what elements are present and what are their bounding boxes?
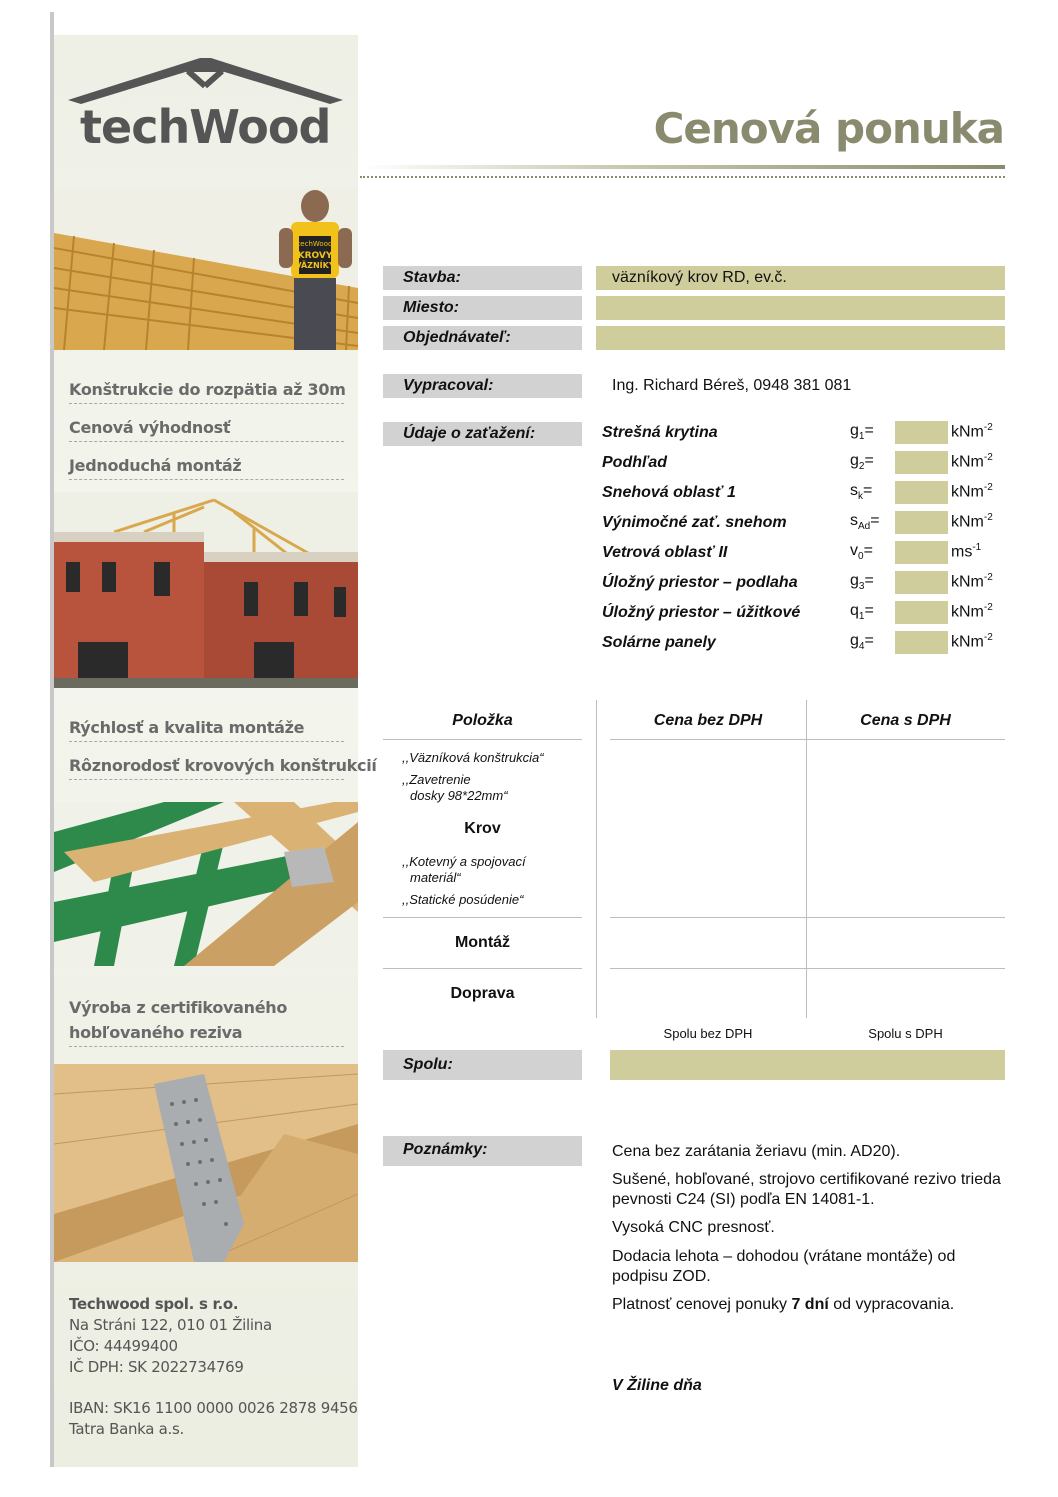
load-symbol-subscript: 3 [858,581,865,593]
load-equals: = [863,542,873,559]
col-gross-header: Cena s DPH [860,712,951,729]
note-validity-days: 7 dní [791,1296,829,1313]
load-unit-exponent: -1 [972,542,982,553]
load-equals: = [864,452,874,469]
load-symbol [850,482,872,502]
load-symbol-subscript: Ad [858,521,871,533]
load-unit [951,512,993,531]
item-static: ,,Statické posúdenie“ [402,892,524,907]
photo-worker-roof [54,188,358,350]
load-value-field[interactable] [895,481,948,504]
table-rule [610,917,1005,918]
load-unit-exponent: -2 [983,512,993,523]
shirt-logo-text: techWood [297,240,333,248]
feature-speed-quality: Rýchlosť a kvalita montáže [69,718,305,737]
load-unit [951,632,993,651]
load-symbol-letter: g [850,632,859,649]
feature-price: Cenová výhodnosť [69,418,231,437]
shirt-line-vazniky: VÄZNÍKY [295,261,335,270]
vypracoval-value: Ing. Richard Béreš, 0948 381 081 [612,377,852,394]
load-equals: = [870,512,880,529]
load-unit-base: ms [951,543,973,561]
load-symbol-subscript: k [858,491,863,503]
shirt-line-krovy: KROVY [297,251,333,261]
item-krov: Krov [464,820,501,837]
load-unit-base: kNm [951,573,984,591]
load-symbol [850,602,874,622]
brand-logo-text: techWood [80,100,331,154]
divider [69,1046,344,1047]
load-symbol-letter: q [850,602,859,619]
company-ico: IČO: 44499400 [69,1337,178,1355]
load-symbol-letter: s [850,512,858,529]
load-equals: = [864,422,874,439]
load-unit [951,452,993,471]
item-montaz: Montáž [454,934,511,951]
company-bank-info [69,1398,358,1440]
company-dic: IČ DPH: SK 2022734769 [69,1358,244,1376]
load-value-field[interactable] [895,421,948,444]
load-name: Podhľad [602,454,667,471]
total-net-caption: Spolu bez DPH [663,1026,753,1041]
feature-certified: Výroba z certifikovaného [69,998,288,1017]
table-rule [610,968,1005,969]
table-rule [383,968,582,969]
load-unit-base: kNm [951,633,984,651]
load-equals: = [863,482,873,499]
load-symbol [850,542,873,562]
spolu-label: Spolu: [383,1050,582,1080]
objednavatel-field[interactable] [596,326,1005,350]
table-rule [383,739,582,740]
item-truss: ,,Väzníková konštrukcia“ [402,750,544,765]
company-bank: Tatra Banka a.s. [69,1420,184,1438]
udaje-label: Údaje o zaťažení: [383,422,582,446]
photo-truss-joints [54,802,358,966]
note-delivery: Dodacia lehota – dohodou (vrátane montáže) od podpisu ZOD. [612,1248,956,1285]
divider [69,479,344,480]
load-unit-base: kNm [951,423,984,441]
load-unit-exponent: -2 [983,602,993,613]
load-unit [951,572,993,591]
feature-span: Konštrukcie do rozpätia až 30m [69,380,346,399]
table-divider [806,700,807,1018]
stavba-field[interactable]: väzníkový krov RD, ev.č. [596,266,1005,290]
title-dotted-rule [360,176,1005,178]
divider [69,779,344,780]
feature-variety: Rôznorodosť krovových konštrukcií [69,756,377,775]
load-symbol [850,452,874,472]
load-unit-base: kNm [951,603,984,621]
load-symbol [850,422,874,442]
item-bracing: ,,Zavetrenie [402,772,471,787]
load-unit [951,602,993,621]
photo-brick-houses [54,492,358,688]
load-equals: = [864,602,874,619]
objednavatel-label: Objednávateľ: [383,326,582,350]
place-date: V Žiline dňa [612,1377,702,1394]
company-iban: IBAN: SK16 1100 0000 0026 2878 9456 [69,1399,358,1417]
load-unit-exponent: -2 [983,632,993,643]
load-symbol-letter: s [850,482,858,499]
miesto-field[interactable] [596,296,1005,320]
load-symbol-letter: g [850,572,859,589]
company-info [69,1294,272,1378]
photo-metal-plate [54,1064,358,1262]
load-unit-exponent: -2 [983,572,993,583]
feature-mounting: Jednoduchá montáž [69,456,242,475]
note-crane: Cena bez zarátania žeriavu (min. AD20). [612,1143,901,1160]
col-item-header: Položka [452,712,513,729]
table-rule [610,739,1005,740]
load-symbol-letter: g [850,452,859,469]
load-symbol [850,572,874,592]
load-unit-base: kNm [951,483,984,501]
load-unit-base: kNm [951,453,984,471]
note-validity [612,1295,1007,1315]
load-name: Vetrová oblasť II [602,544,728,561]
load-unit [951,482,993,501]
load-name: Výnimočné zať. snehom [602,514,787,531]
miesto-label: Miesto: [383,296,582,320]
load-name: Solárne panely [602,634,716,651]
note-validity-post: od vypracovania. [828,1296,955,1313]
load-symbol [850,632,874,652]
vypracoval-label: Vypracoval: [383,374,582,398]
note-validity-pre: Platnosť cenovej ponuky [612,1296,792,1313]
stavba-label: Stavba: [383,266,582,290]
load-unit-exponent: -2 [983,422,993,433]
load-unit [951,542,981,561]
item-anchors-material: materiál“ [410,870,461,885]
load-symbol-subscript: 1 [858,611,865,623]
load-name: Snehová oblasť 1 [602,484,736,501]
company-address: Na Stráni 122, 010 01 Žilina [69,1316,272,1334]
divider [69,403,344,404]
title-rule [360,165,1005,169]
divider [69,741,344,742]
load-name: Strešná krytina [602,424,718,441]
load-symbol-letter: v [850,542,858,559]
notes-label: Poznámky: [383,1136,582,1166]
note-timber: Sušené, hobľované, strojovo certifikované rezivo trieda pevnosti C24 (SI) podľa EN 14081-1. [612,1171,1001,1208]
load-unit [951,422,993,441]
total-gross-caption: Spolu s DPH [868,1026,943,1041]
load-name: Úložný priestor – podlaha [602,574,798,591]
load-symbol-subscript: 4 [858,641,865,653]
item-doprava: Doprava [450,985,515,1002]
load-value-field[interactable] [895,631,948,654]
company-name: Techwood spol. s r.o. [69,1295,239,1313]
load-symbol-subscript: 1 [858,431,865,443]
feature-planed: hobľovaného reziva [69,1023,243,1042]
load-name: Úložný priestor – úžitkové [602,604,801,621]
note-cnc: Vysoká CNC presnosť. [612,1219,775,1236]
load-value-field[interactable] [895,511,948,534]
load-symbol-subscript: 2 [858,461,865,473]
divider [69,441,344,442]
load-unit-base: kNm [951,513,984,531]
table-divider [596,700,597,1018]
load-equals: = [864,572,874,589]
page-title: Cenová ponuka [653,104,1004,153]
load-value-field[interactable] [895,451,948,474]
load-value-field[interactable] [895,571,948,594]
load-symbol-letter: g [850,422,859,439]
col-net-header: Cena bez DPH [653,712,763,729]
total-field[interactable] [610,1050,1005,1080]
load-symbol-subscript: 0 [858,551,864,563]
load-value-field[interactable] [895,601,948,624]
load-unit-exponent: -2 [983,452,993,463]
load-symbol [850,512,880,532]
load-value-field[interactable] [895,541,948,564]
item-bracing-boards: dosky 98*22mm“ [410,788,508,803]
item-anchors: ,,Kotevný a spojovací [402,854,526,869]
load-unit-exponent: -2 [983,482,993,493]
table-rule [383,917,582,918]
load-equals: = [864,632,874,649]
